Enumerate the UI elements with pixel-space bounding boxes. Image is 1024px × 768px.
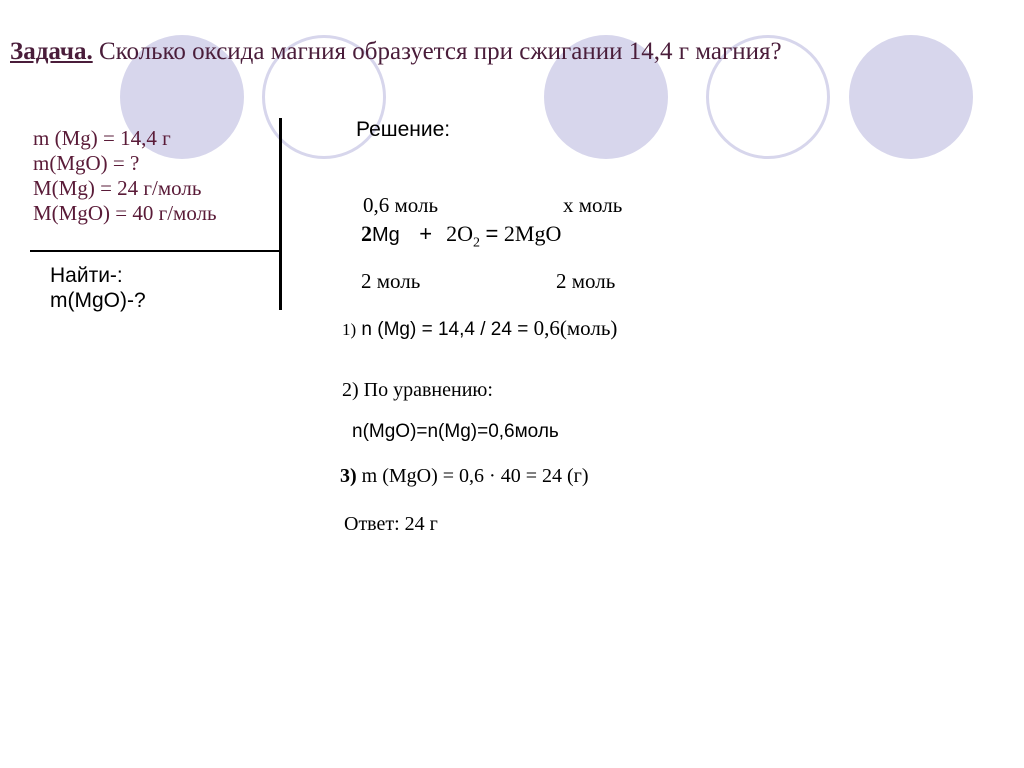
step-3 [340,465,589,488]
equals-sign: = [485,221,499,246]
step-3-text: m (MgO) = 0,6 · 40 = 24 (г) [361,465,589,487]
mgo-moles-above: х моль [563,193,623,217]
step-2-equation: n(MgO)=n(Mg)=0,6моль [352,421,559,442]
answer: Ответ: 24 г [344,513,438,535]
step-3-number: 3) [340,465,357,487]
mgo-formula: 2MgO [503,221,562,246]
plus-sign: + [419,221,433,246]
given-block [33,126,217,226]
given-horizontal-divider [30,250,282,252]
mg-coefficient: 2 [361,221,372,246]
given-line: m(MgO) = ? [33,151,140,175]
mgo-moles-below: 2 моль [556,269,616,293]
step-2-text: По уравнению: [363,379,493,401]
step-2-number: 2) [342,379,359,401]
step-1-number: 1) [342,320,357,339]
find-block [50,263,146,313]
o2-formula: 2O [446,221,474,246]
mg-moles-below: 2 моль [361,269,421,293]
step-2 [342,379,493,402]
step-1-text: n (Mg) = 14,4 / 24 = [361,319,534,340]
find-value: m(MgO)-? [50,289,146,312]
find-label: Найти-: [50,264,123,287]
reaction-equation [361,221,561,251]
given-line: m (Mg) = 14,4 г [33,126,171,150]
problem-title [10,38,782,66]
decor-circle-5 [849,35,973,159]
step-1-result: 0,6(моль) [533,316,618,340]
problem-text: Сколько оксида магния образуется при сжигании 14,4 г магния? [92,38,782,65]
step-1 [342,316,617,341]
solution-heading: Решение: [356,118,451,141]
given-line: M(MgO) = 40 г/моль [33,201,217,225]
mg-formula: Mg [372,224,400,246]
o2-subscript: 2 [473,235,481,251]
given-line: M(Mg) = 24 г/моль [33,176,202,200]
problem-label: Задача. [10,38,93,65]
given-vertical-divider [279,118,282,310]
mg-moles-above: 0,6 моль [363,193,439,217]
